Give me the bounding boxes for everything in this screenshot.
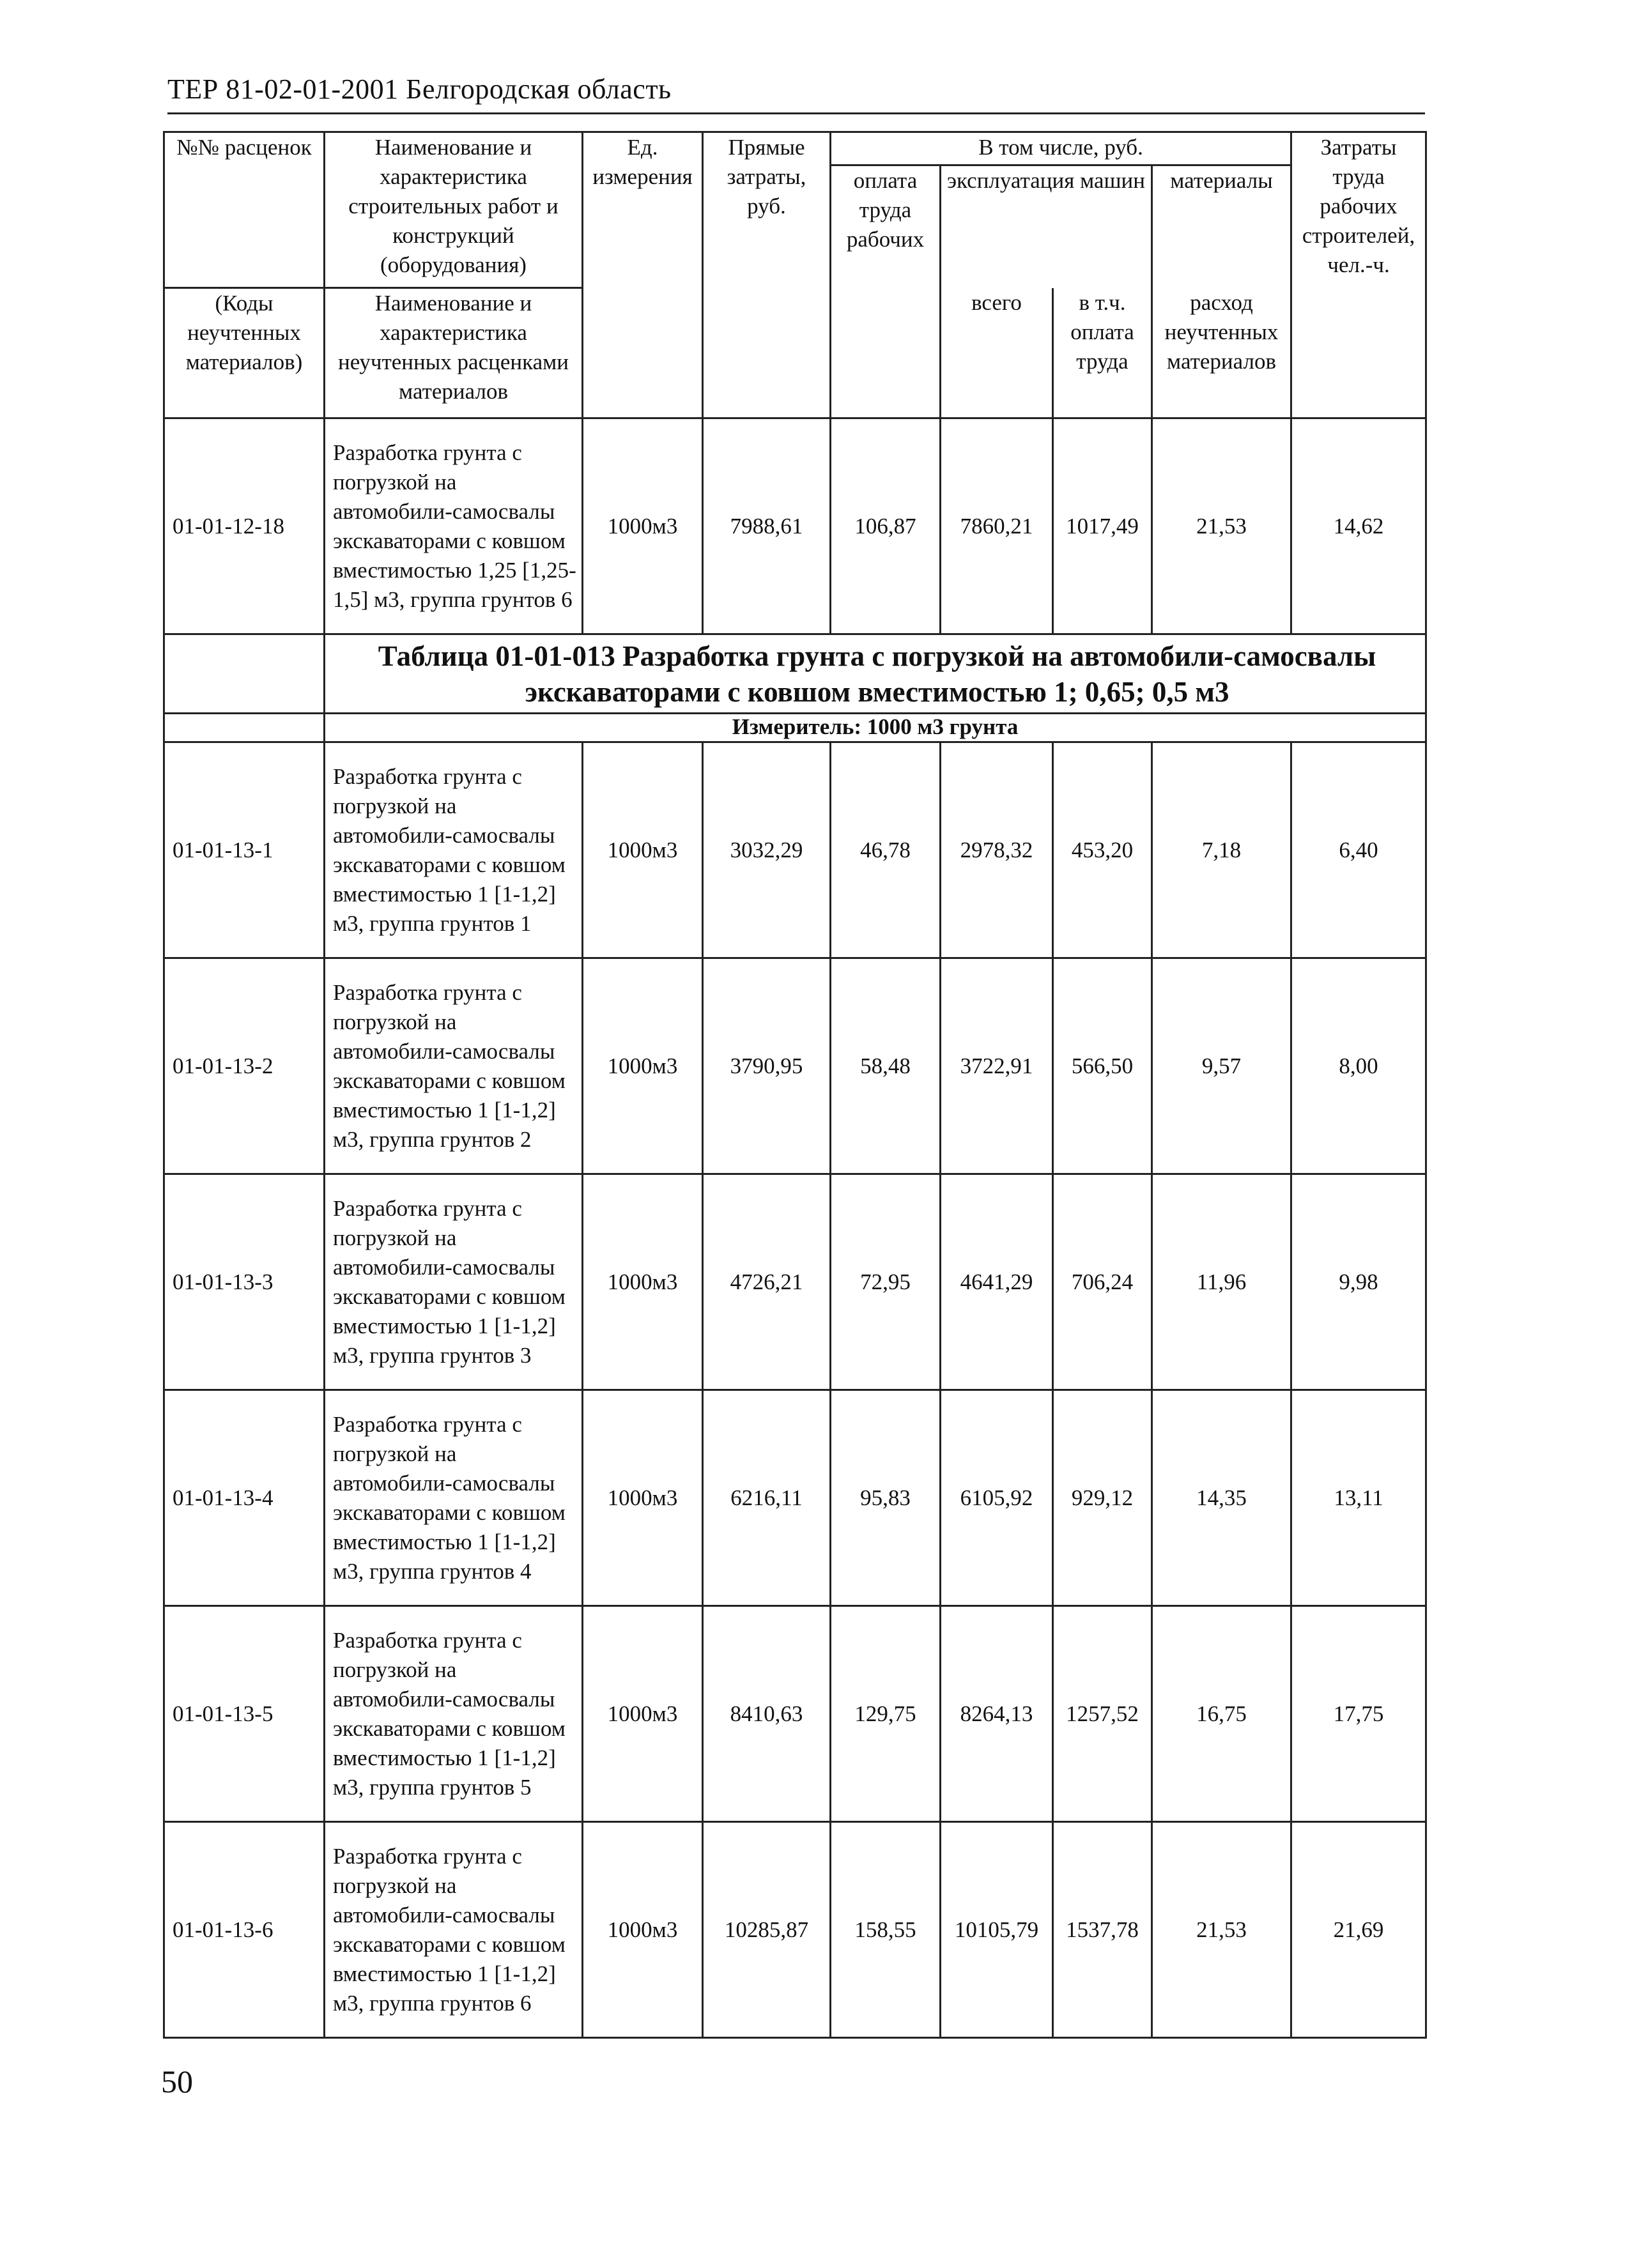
- section-caption-row: [164, 634, 1426, 714]
- row-labor-costs: 13,11: [1291, 1390, 1426, 1606]
- page-number: 50: [161, 2064, 193, 2099]
- row-code: 01-01-13-4: [164, 1390, 325, 1606]
- row-code: 01-01-13-2: [164, 958, 325, 1174]
- row-labor-costs: 17,75: [1291, 1606, 1426, 1822]
- section-caption: Таблица 01-01-013 Разработка грунта с погрузкой на автомобили-самосвалы экскаваторами с ковшом вместимостью 1; 0,65; 0,5 м3: [325, 634, 1426, 714]
- header-code-top: №№ расценок: [164, 132, 325, 288]
- measure-row: [164, 714, 1426, 742]
- row-materials: 16,75: [1152, 1606, 1291, 1822]
- header-name-top: Наименование и характеристика строительных работ и конструкций (оборудования): [325, 132, 583, 288]
- row-unit: 1000м3: [583, 1174, 703, 1390]
- row-machines-total: 6105,92: [941, 1390, 1053, 1606]
- row-direct: 7988,61: [703, 418, 831, 634]
- row-name: Разработка грунта с погрузкой на автомобили-самосвалы экскаваторами с ковшом вместимостью 1 [1-1,2] м3, группа грунтов 4: [325, 1390, 583, 1606]
- row-labor-pay: 129,75: [831, 1606, 941, 1822]
- row-direct: 3032,29: [703, 742, 831, 958]
- row-direct: 3790,95: [703, 958, 831, 1174]
- row-labor-pay: 72,95: [831, 1174, 941, 1390]
- row-unit: 1000м3: [583, 1606, 703, 1822]
- row-machines-labor: 706,24: [1053, 1174, 1152, 1390]
- header-including: В том числе, руб.: [831, 132, 1291, 165]
- header-materials-usage: расход неучтенных материалов: [1152, 288, 1291, 418]
- table-row: [164, 1390, 1426, 1606]
- header-name-bottom: Наименование и характеристика неучтенных расценками материалов: [325, 288, 583, 418]
- row-unit: 1000м3: [583, 418, 703, 634]
- row-machines-labor: 1537,78: [1053, 1822, 1152, 2038]
- row-labor-pay: 58,48: [831, 958, 941, 1174]
- table-row: [164, 958, 1426, 1174]
- row-unit: 1000м3: [583, 1822, 703, 2038]
- row-code: 01-01-13-6: [164, 1822, 325, 2038]
- main-header-row-a: [164, 132, 1426, 165]
- row-labor-costs: 6,40: [1291, 742, 1426, 958]
- row-labor-pay: 46,78: [831, 742, 941, 958]
- row-machines-total: 3722,91: [941, 958, 1053, 1174]
- row-machines-labor: 1257,52: [1053, 1606, 1152, 1822]
- row-name: Разработка грунта с погрузкой на автомобили-самосвалы экскаваторами с ковшом вместимостью 1 [1-1,2] м3, группа грунтов 2: [325, 958, 583, 1174]
- row-name: Разработка грунта с погрузкой на автомобили-самосвалы экскаваторами с ковшом вместимостью 1 [1-1,2] м3, группа грунтов 6: [325, 1822, 583, 2038]
- row-materials: 14,35: [1152, 1390, 1291, 1606]
- row-machines-labor: 566,50: [1053, 958, 1152, 1174]
- header-materials: материалы: [1152, 165, 1291, 288]
- header-machines-total: всего: [941, 288, 1053, 418]
- row-code: 01-01-13-3: [164, 1174, 325, 1390]
- header-labor-pay: оплата труда рабочих: [831, 165, 941, 418]
- row-machines-labor: 929,12: [1053, 1390, 1152, 1606]
- row-direct: 6216,11: [703, 1390, 831, 1606]
- row-labor-pay: 158,55: [831, 1822, 941, 2038]
- row-name: Разработка грунта с погрузкой на автомобили-самосвалы экскаваторами с ковшом вместимостью 1 [1-1,2] м3, группа грунтов 5: [325, 1606, 583, 1822]
- header-labor-costs: Затраты труда рабочих строителей, чел.-ч.: [1291, 132, 1426, 418]
- table-row: [164, 742, 1426, 958]
- header-code-bottom: (Коды неучтенных материалов): [164, 288, 325, 418]
- measure-left-cell: [164, 714, 325, 742]
- row-machines-total: 2978,32: [941, 742, 1053, 958]
- row-labor-costs: 14,62: [1291, 418, 1426, 634]
- row-materials: 21,53: [1152, 1822, 1291, 2038]
- row-unit: 1000м3: [583, 742, 703, 958]
- row-machines-total: 4641,29: [941, 1174, 1053, 1390]
- row-machines-labor: 453,20: [1053, 742, 1152, 958]
- header-machines: эксплуатация машин: [941, 165, 1152, 288]
- row-direct: 4726,21: [703, 1174, 831, 1390]
- header-unit: Ед. измерения: [583, 132, 703, 418]
- header-machines-labor: в т.ч. оплата труда: [1053, 288, 1152, 418]
- page-header-title: ТЕР 81-02-01-2001 Белгородская область: [167, 73, 672, 105]
- row-direct: 10285,87: [703, 1822, 831, 2038]
- row-code: 01-01-13-5: [164, 1606, 325, 1822]
- row-name: Разработка грунта с погрузкой на автомобили-самосвалы экскаваторами с ковшом вместимостью 1 [1-1,2] м3, группа грунтов 1: [325, 742, 583, 958]
- row-labor-costs: 9,98: [1291, 1174, 1426, 1390]
- row-direct: 8410,63: [703, 1606, 831, 1822]
- row-name: Разработка грунта с погрузкой на автомобили-самосвалы экскаваторами с ковшом вместимостью 1,25 [1,25-1,5] м3, группа грунтов 6: [325, 418, 583, 634]
- row-labor-costs: 8,00: [1291, 958, 1426, 1174]
- row-unit: 1000м3: [583, 1390, 703, 1606]
- table-row: [164, 1606, 1426, 1822]
- row-labor-pay: 106,87: [831, 418, 941, 634]
- header-rule: [167, 112, 1425, 114]
- section-measure: Измеритель: 1000 м3 грунта: [325, 714, 1426, 742]
- row-labor-costs: 21,69: [1291, 1822, 1426, 2038]
- row-materials: 21,53: [1152, 418, 1291, 634]
- caption-left-cell: [164, 634, 325, 714]
- row-machines-labor: 1017,49: [1053, 418, 1152, 634]
- row-unit: 1000м3: [583, 958, 703, 1174]
- table-row: [164, 1174, 1426, 1390]
- row-machines-total: 10105,79: [941, 1822, 1053, 2038]
- header-direct-costs: Прямые затраты, руб.: [703, 132, 831, 418]
- row-materials: 11,96: [1152, 1174, 1291, 1390]
- row-labor-pay: 95,83: [831, 1390, 941, 1606]
- row-name: Разработка грунта с погрузкой на автомобили-самосвалы экскаваторами с ковшом вместимостью 1 [1-1,2] м3, группа грунтов 3: [325, 1174, 583, 1390]
- row-machines-total: 8264,13: [941, 1606, 1053, 1822]
- row-machines-total: 7860,21: [941, 418, 1053, 634]
- row-materials: 9,57: [1152, 958, 1291, 1174]
- table-row: [164, 1822, 1426, 2038]
- rates-table-main: [163, 131, 1427, 2039]
- table-row: [164, 418, 1426, 634]
- row-code: 01-01-13-1: [164, 742, 325, 958]
- row-materials: 7,18: [1152, 742, 1291, 958]
- row-code: 01-01-12-18: [164, 418, 325, 634]
